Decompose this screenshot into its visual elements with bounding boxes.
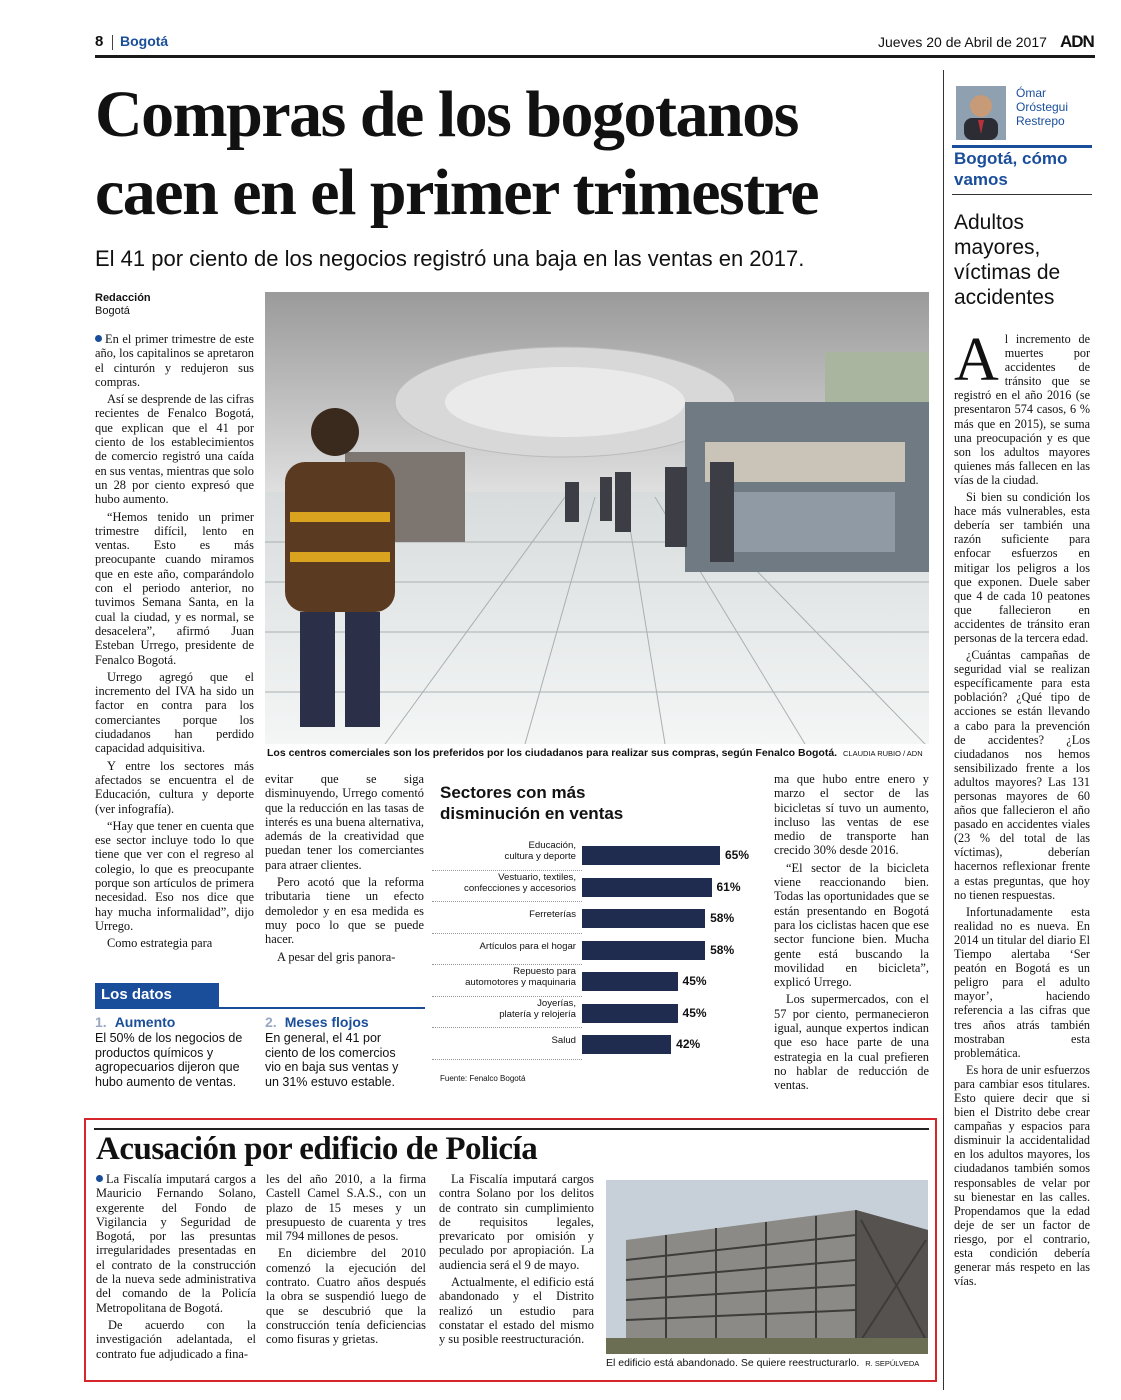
box-paragraph: La Fiscalía imputará cargos contra Solano por los delitos de contrato sin cumplimiento de requisitos legales, prevaricato por omisión y peculado por apropiación. La audiencia será el 9 de mayo.	[439, 1172, 594, 1272]
datos-item-number: 2.	[265, 1014, 277, 1030]
column-paragraph	[954, 326, 1090, 487]
chart-bar	[582, 1004, 678, 1023]
headline-line-2: caen en el primer trimestre	[95, 156, 819, 229]
box-paragraph: La Fiscalía imputará cargos a Mauricio Fernando Solano, exgerente del Fondo de Vigilancia y Seguridad de Bogotá, por las presuntas irregularidades presentadas en el contrato de la construcción de la nueva sede administrativa del comando de la Policía Metropolitana de Bogotá.	[96, 1172, 256, 1315]
article-paragraph: Los supermercados, con el 57 por ciento, permanecieron igual, aunque expertos indican que eso hace parte de una estrategia en la cual prefieren no hablar de reducción de ventas.	[774, 992, 929, 1093]
chart-value-label: 42%	[676, 1037, 701, 1051]
chart-category-label: Vestuario, textiles, confecciones y accesorios	[464, 871, 576, 894]
datos-item-number: 1.	[95, 1014, 107, 1030]
chart-category-label: Repuesto para automotores y maquinaria	[465, 966, 576, 988]
page-number: 8	[95, 33, 104, 50]
chart-value-label: 61%	[716, 879, 741, 894]
chart-bar-row	[432, 840, 762, 870]
chart-title: Sectores con más disminución en ventas	[440, 783, 624, 823]
datos-item-title: Meses flojos	[284, 1014, 369, 1030]
page-header	[95, 33, 1095, 55]
chart-bar-row	[432, 1029, 762, 1059]
datos-item-title: Aumento	[114, 1014, 176, 1030]
chart-row-rule	[432, 996, 582, 997]
chart-bar	[582, 846, 720, 865]
chart-bar	[582, 909, 705, 928]
photo-credit: CLAUDIA RUBIO / ADN	[843, 749, 923, 758]
chart-value-label: 58%	[710, 911, 735, 925]
author-name	[1016, 86, 1068, 128]
byline	[95, 292, 151, 318]
article-paragraph: ma que hubo entre enero y marzo el sector de las bicicletas sí tuvo un aumento, incluso las ventas de ese medio de transporte han crecido 30% desde 2016.	[774, 772, 929, 858]
issue-date: Jueves 20 de Abril de 2017	[878, 34, 1047, 50]
datos-item-text: En general, el 41 por ciento de los comercios vio en baja sus ventas y un 31% estuvo estable.	[265, 1031, 399, 1089]
mall-photo	[265, 292, 929, 744]
chart-row-rule	[432, 1059, 582, 1060]
article-paragraph: Urrego agregó que el incremento del IVA ha sido un factor en contra para los comerciantes porque los ciudadanos han perdido capacidad adquisitiva.	[95, 669, 254, 756]
chart-value-label: 45%	[682, 1005, 707, 1020]
byline-place: Bogotá	[95, 305, 130, 317]
chart-row-rule	[432, 1027, 582, 1028]
police-building-article-box	[84, 1118, 937, 1382]
chart-category-label: Educación, cultura y deporte	[504, 840, 576, 862]
police-building-photo	[606, 1180, 928, 1354]
column-paragraph: Si bien su condición los hace más vulnerables, esta debería ser también una razón suficiente para enfocar esfuerzos en mitigar los peligros a los que exponen. Duele saber que 4 de cada 10 peatones que fallecieron en accidentes de tránsito eran personas de la tercera edad.	[954, 490, 1090, 645]
chart-row-rule	[432, 870, 582, 871]
chart-value-label: 65%	[725, 848, 750, 862]
article-paragraph: “El sector de la bicicleta viene reaccionando bien. Todas las oportunidades que se están presentando en Bogotá para los ciclistas hacen que ese sector funcione bien. Mucha gente está buscando la movilidad en bicicleta”, explicó Urrego.	[774, 860, 929, 990]
article-paragraph: “Hemos tenido un primer trimestre difícil, lento en ventas. Esto es más preocupante cuando miramos que en este año, comparándolo con el periodo anterior, no tuvimos Semana Santa, en la cual la ciudad, y es normal, se desacelera”, afirmó Juan Esteban Urrego, presidente de Fenalco Bogotá.	[95, 509, 254, 667]
chart-row-rule	[432, 964, 582, 965]
box-paragraph: Actualmente, el edificio está abandonado y el Distrito realizó un estudio para constatar el estado del mismo y su posible reestructuración.	[439, 1275, 594, 1347]
chart-category-label: Joyerías, platería y relojería	[499, 997, 576, 1020]
box-photo-credit: R. SEPÚLVEDA	[865, 1359, 920, 1368]
box-column-3	[439, 1172, 594, 1350]
chart-bar-row	[432, 872, 762, 902]
box-paragraph: les del año 2010, a la firma Castell Camel S.A.S., con un plazo de 15 meses y un presupuesto de cuarenta y tres mil 794 millones de pesos.	[266, 1172, 426, 1244]
datos-item-2	[265, 1013, 415, 1089]
photo-caption: Los centros comerciales son los preferidos por los ciudadanos para realizar sus compras, según Fenalco Bogotá.	[267, 747, 838, 759]
article-paragraph: En el primer trimestre de este año, los capitalinos se apretaron el cinturón y redujeron sus compras.	[95, 332, 254, 389]
article-paragraph: evitar que se siga disminuyendo, Urrego comentó que la reducción en las tasas de interés es una buena alternativa, además de la creatividad que puedan tener los comerciantes para atraer clientes.	[265, 772, 424, 872]
chart-bar-row	[432, 903, 762, 933]
column-paragraph-text: l incremento de muertes por accidentes de tránsito que se registró en el año 2016 (se presentaron 574 casos, 6 % más que en 2015), se suma una preocupación y es que son los adultos mayores quienes más fallecen en las vías de la ciudad.	[954, 332, 1090, 487]
brand-logo: ADN	[1060, 32, 1094, 51]
box-photo-caption-row	[606, 1357, 919, 1369]
subheadline: El 41 por ciento de los negocios registró una baja en las ventas en 2017.	[95, 246, 805, 271]
author-name-line: Restrepo	[1016, 114, 1065, 128]
box-photo-caption: El edificio está abandonado. Se quiere reestructurarlo.	[606, 1357, 860, 1369]
column-paragraph: Es hora de unir esfuerzos para cambiar esos titulares. Esto quiere decir que si bien el Distrito debe crear campañas y espacios para disminuir la accidentalidad en los adultos mayores, los ciudadanos también somos responsables de velar por su bienestar en las calles. Propendamos que la edad deje de ser un factor de riesgo, por el contrario, esta condición debería generar más respeto en las vías.	[954, 1062, 1090, 1289]
datos-item-1	[95, 1013, 255, 1089]
chart-category-label: Artículos para el hogar	[479, 940, 576, 952]
drop-cap: A	[954, 326, 999, 394]
section-name: Bogotá	[120, 33, 169, 49]
author-name-line: Ómar	[1016, 86, 1046, 100]
column-paragraph: Infortunadamente esta realidad no es nueva. En 2014 un titular del diario El Tiempo alertaba ‘Ser peatón en Bogotá es un peligro para el adulto mayor’, haciendo referencia a las cifras que tres años atrás también mostraban esta problemática.	[954, 904, 1090, 1060]
column-paragraph: ¿Cuántas campañas de seguridad vial se realizan específicamente para esta población? ¿Qué tipo de acciones se están llevando a cabo para la prevención de accidentes? ¿Los ciudadanos nos hemos sensibilizado frente a los adultos mayores? Las 131 personas mayores de 60 años que fallecieron el año pasado en accidentes viales (23 % del total de las víctimas), deberían hacernos reflexionar frente a estas preguntas, que hoy no tienen respuestas.	[954, 648, 1090, 902]
header-rule	[95, 55, 1095, 58]
column-title: Adultos mayores, víctimas de accidentes	[954, 211, 1061, 309]
box-headline: Acusación por edificio de Policía	[96, 1131, 538, 1167]
box-paragraph: En diciembre del 2010 comenzó la ejecución del contrato. Cuatro años después la obra se suspendió luego de que se descubrió que la construcción tenía deficiencias como fisuras y grietas.	[266, 1246, 426, 1347]
chart-value-label: 58%	[710, 942, 735, 957]
chart-value-label: 45%	[682, 974, 707, 988]
chart-row-rule	[432, 933, 582, 934]
chart-bar	[582, 1035, 671, 1054]
box-column-2	[266, 1172, 426, 1350]
chart-bar-row	[432, 966, 762, 996]
headline-line-1: Compras de los bogotanos	[95, 78, 798, 151]
article-column-1	[95, 332, 254, 953]
chart-bar	[582, 972, 678, 991]
column-body	[954, 326, 1090, 1291]
column-kicker: Bogotá, cómo vamos	[954, 149, 1068, 189]
article-paragraph: A pesar del gris panora-	[277, 949, 396, 964]
article-column-2	[265, 772, 424, 967]
mall-photo-illustration	[265, 292, 929, 744]
photo-caption-row	[267, 747, 931, 760]
byline-author: Redacción	[95, 292, 151, 304]
box-paragraph: De acuerdo con la investigación adelantada, el contrato fue adjudicado a fina-	[96, 1317, 256, 1361]
article-paragraph: “Hay que tener en cuenta que ese sector incluye todo lo que tiene que ver con el regreso al colegio, lo que es preocupante porque son artículos de primera necesidad. Eso nos dice que hay mucha informalidad”, dijo Urrego.	[95, 818, 254, 933]
article-column-3	[774, 772, 929, 1096]
chart-bar	[582, 878, 712, 897]
chart-bar-row	[432, 935, 762, 965]
box-column-1	[96, 1172, 256, 1364]
author-photo	[956, 86, 1006, 140]
kicker-rule-bottom	[952, 194, 1092, 195]
author-name-line: Oróstegui	[1016, 100, 1069, 114]
author-portrait-icon	[956, 86, 1006, 140]
building-illustration	[606, 1180, 928, 1354]
article-paragraph: Como estrategia para	[107, 936, 213, 951]
datos-rule	[95, 1007, 425, 1009]
chart-category-label: Ferreterías	[529, 909, 576, 920]
article-paragraph: Pero acotó que la reforma tributaria tiene un efecto demoledor y en esa medida es muy poco lo que se puede hacer.	[265, 875, 424, 947]
header-divider	[112, 35, 113, 50]
datos-item-text: El 50% de los negocios de productos químicos y agropecuarios dijeron que hubo aumento de ventas.	[95, 1031, 243, 1089]
bar-chart	[432, 840, 762, 1070]
chart-category-label: Salud	[551, 1035, 576, 1046]
chart-row-rule	[432, 901, 582, 902]
chart-bar	[582, 941, 705, 960]
chart-source: Fuente: Fenalco Bogotá	[440, 1074, 526, 1083]
article-paragraph: Así se desprende de las cifras recientes de Fenalco Bogotá, que explican que el 41 por ciento de los establecimientos de comercio registró una caída en sus ventas, mientras que solo un 28 por ciento expresó que hubo aumento.	[95, 392, 254, 507]
datos-title: Los datos	[95, 983, 219, 1007]
article-paragraph: Y entre los sectores más afectados se encuentra el de Educación, cultura y deporte (ver infografía).	[95, 758, 254, 816]
opinion-column	[943, 70, 1096, 1390]
chart-bar-row	[432, 998, 762, 1028]
